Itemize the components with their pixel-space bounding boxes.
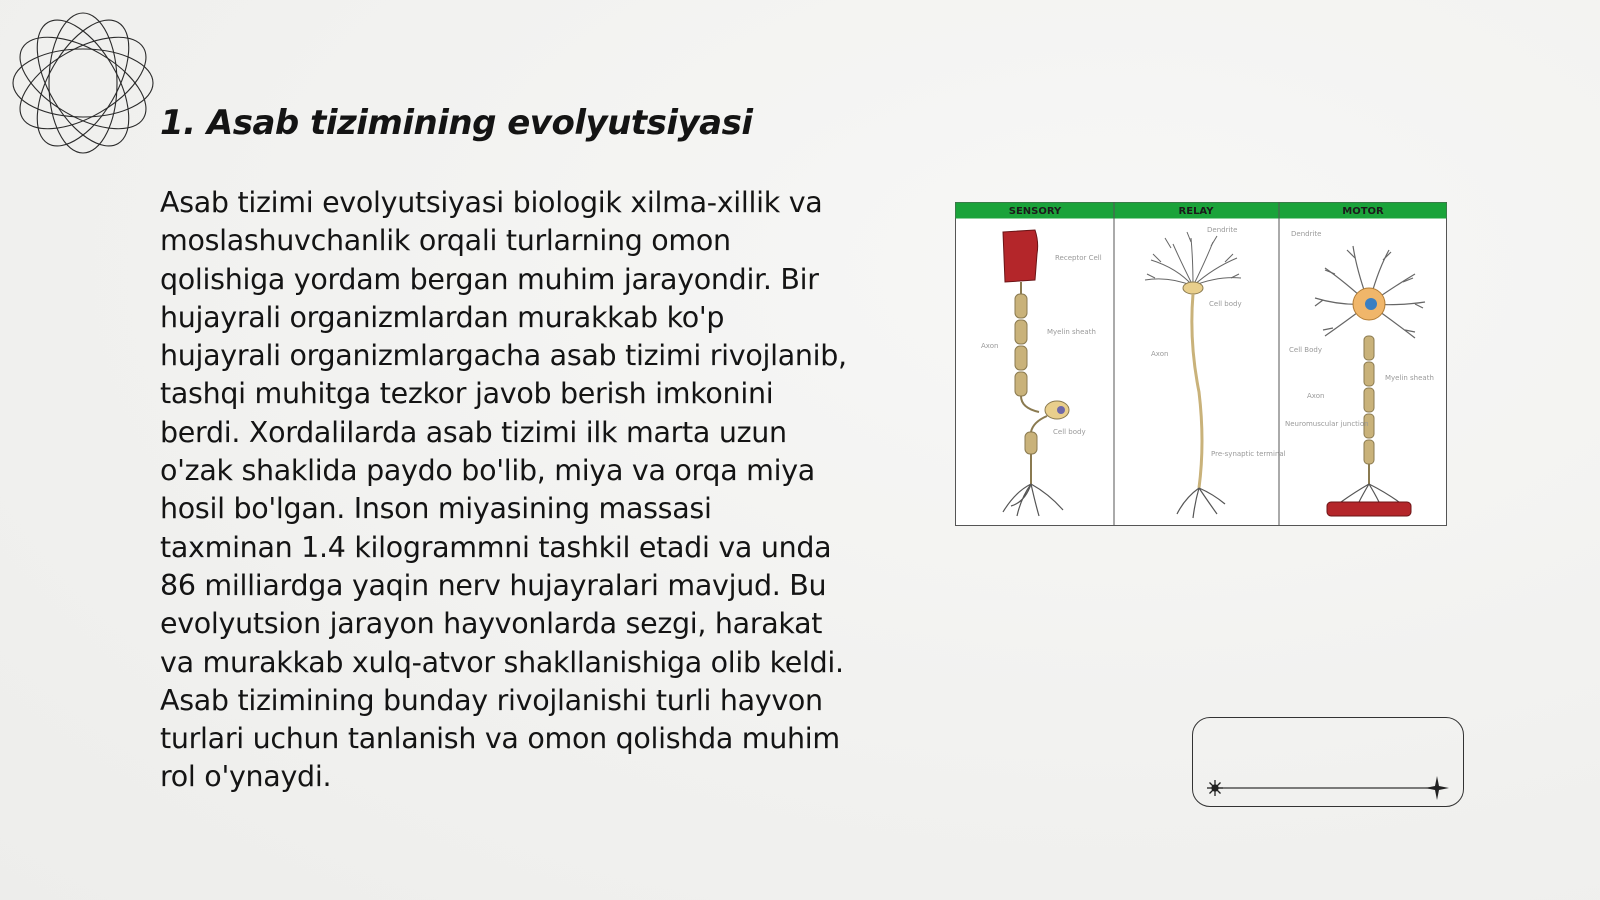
motor-label-junction: Neuromuscular junction [1285,420,1369,428]
body-paragraph: Asab tizimi evolyutsiyasi biologik xilma-xillik va moslashuvchanlik orqali turlarning omon qolishiga yordam bergan muhim jarayondir. Bir hujayrali organizmlardan murakkab ko'p hujayrali organizmlargacha asab tizimi rivojlanib, tashqi muhitga tezkor javob berish imkonini berdi. Xordalilarda asab tizimi ilk marta uzun o'zak shaklida paydo bo'lib, miya va orqa miya hosil bo'lgan. Inson miyasining massasi taxminan 1.4 kilogrammni tashkil etadi va unda 86 milliardga yaqin nerv hujayralari mavjud. Bu evolyutsion jarayon hayvonlarda sezgi, harakat va murakkab xulq-atvor shakllanishiga olib keldi. Asab tizimining bunday rivojlanishi turli hayvon turlari uchun tanlanish va omon qolishda muhim rol o'ynaydi. [160,186,847,794]
relay-label-terminal: Pre-synaptic terminal [1211,450,1286,458]
slide-title: 1. Asab tizimining evolyutsiyasi [160,103,753,143]
sensory-label-myelin: Myelin sheath [1047,328,1096,336]
starburst-icon [1207,780,1223,796]
sensory-label-receptor: Receptor Cell [1055,254,1102,262]
decorative-slider-frame [1192,717,1464,807]
sensory-label-axon: Axon [981,342,999,350]
panel-label-relay: RELAY [1178,206,1214,217]
relay-label-axon: Axon [1151,350,1169,358]
relay-label-dendrite: Dendrite [1207,226,1238,234]
motor-label-axon: Axon [1307,392,1325,400]
sensory-label-cellbody: Cell body [1053,428,1086,436]
relay-label-cellbody: Cell body [1209,300,1242,308]
motor-label-dendrite: Dendrite [1291,230,1322,238]
panel-label-motor: MOTOR [1342,206,1384,217]
neuron-types-figure [955,202,1447,526]
panel-label-sensory: SENSORY [1008,206,1062,217]
sparkle-icon [1425,776,1449,800]
motor-label-cellbody: Cell Body [1289,346,1322,354]
spirograph-ornament-icon [10,10,156,156]
motor-label-myelin: Myelin sheath [1385,374,1434,382]
